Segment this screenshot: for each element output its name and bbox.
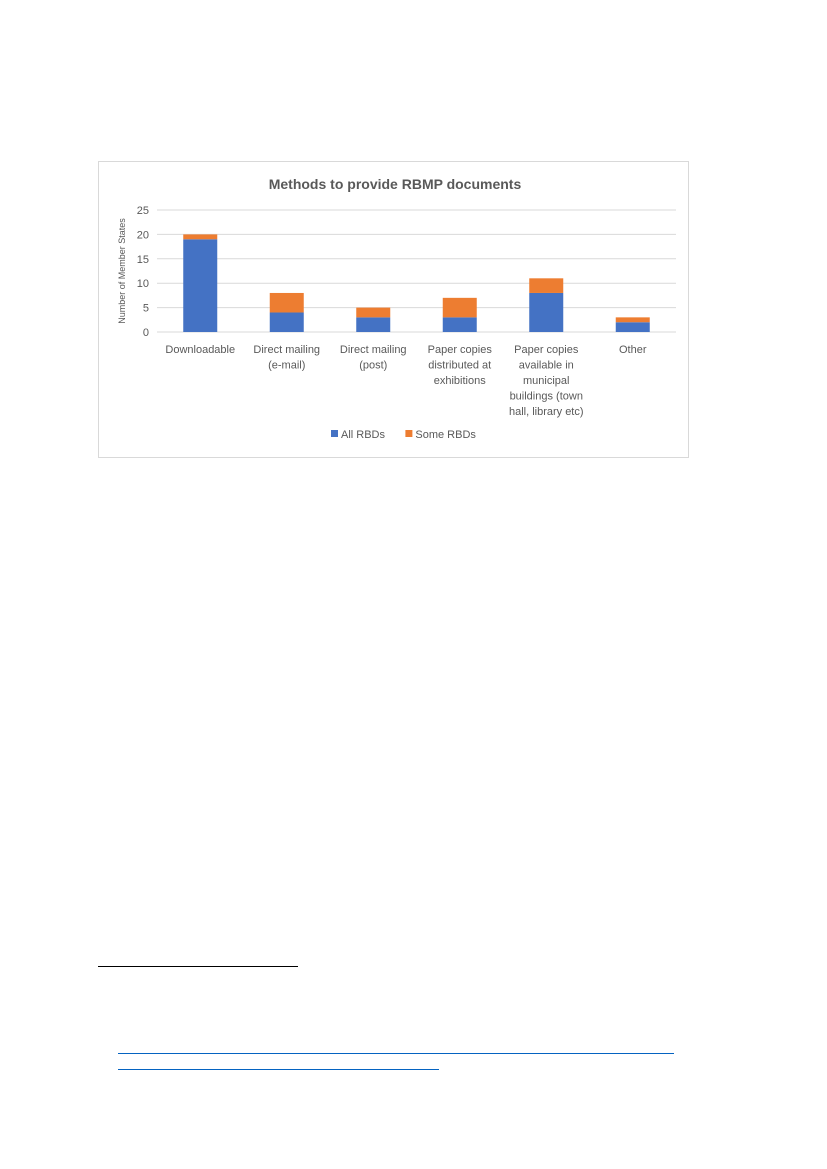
bar-some-rbds [443,298,477,318]
x-category-label: Paper copies [514,344,579,356]
x-category-label: (e-mail) [268,359,306,372]
stacked-bar-chart [99,162,690,459]
legend-swatch [331,430,338,437]
legend [331,429,476,441]
legend-label: Some RBDs [415,429,476,441]
bar-all-rbds [183,239,217,332]
x-category-label: Other [618,344,647,356]
x-category-label: Direct mailing [339,344,407,356]
footnote-link-underline-2[interactable] [118,1069,439,1070]
chart-frame [98,161,689,458]
x-axis-categories [165,344,646,418]
bar-some-rbds [616,317,650,322]
gridlines [157,210,676,332]
bar-all-rbds [616,322,650,332]
x-category-label: (post) [359,359,388,372]
y-axis-label: Number of Member States [117,218,127,324]
bar-some-rbds [270,293,304,313]
y-tick-label: 10 [136,278,149,291]
x-category-label: buildings (town [509,390,583,403]
bar-all-rbds [529,293,563,332]
y-tick-label: 5 [142,302,149,315]
x-category-label: available in [518,359,574,372]
bar-all-rbds [270,312,304,332]
bar-some-rbds [356,308,390,318]
y-tick-label: 25 [136,205,149,217]
bar-some-rbds [183,234,217,239]
x-category-label: municipal [523,375,570,387]
y-tick-label: 15 [136,253,149,266]
bar-all-rbds [356,317,390,332]
legend-swatch [405,430,412,437]
x-category-label: distributed at [428,359,492,372]
x-category-label: hall, library etc) [508,406,584,418]
footnote-separator [98,966,298,967]
bar-some-rbds [529,278,563,293]
y-axis-ticks [137,205,149,339]
y-tick-label: 0 [142,327,149,339]
legend-label: All RBDs [341,429,386,441]
chart-title: Methods to provide RBMP documents [268,176,522,192]
x-category-label: Downloadable [165,344,236,356]
x-category-label: Direct mailing [253,344,321,356]
footnote-link-underline-1[interactable] [118,1053,674,1054]
x-category-label: exhibitions [433,375,486,387]
y-tick-label: 20 [136,229,149,242]
bar-all-rbds [443,317,477,332]
x-category-label: Paper copies [427,344,492,356]
